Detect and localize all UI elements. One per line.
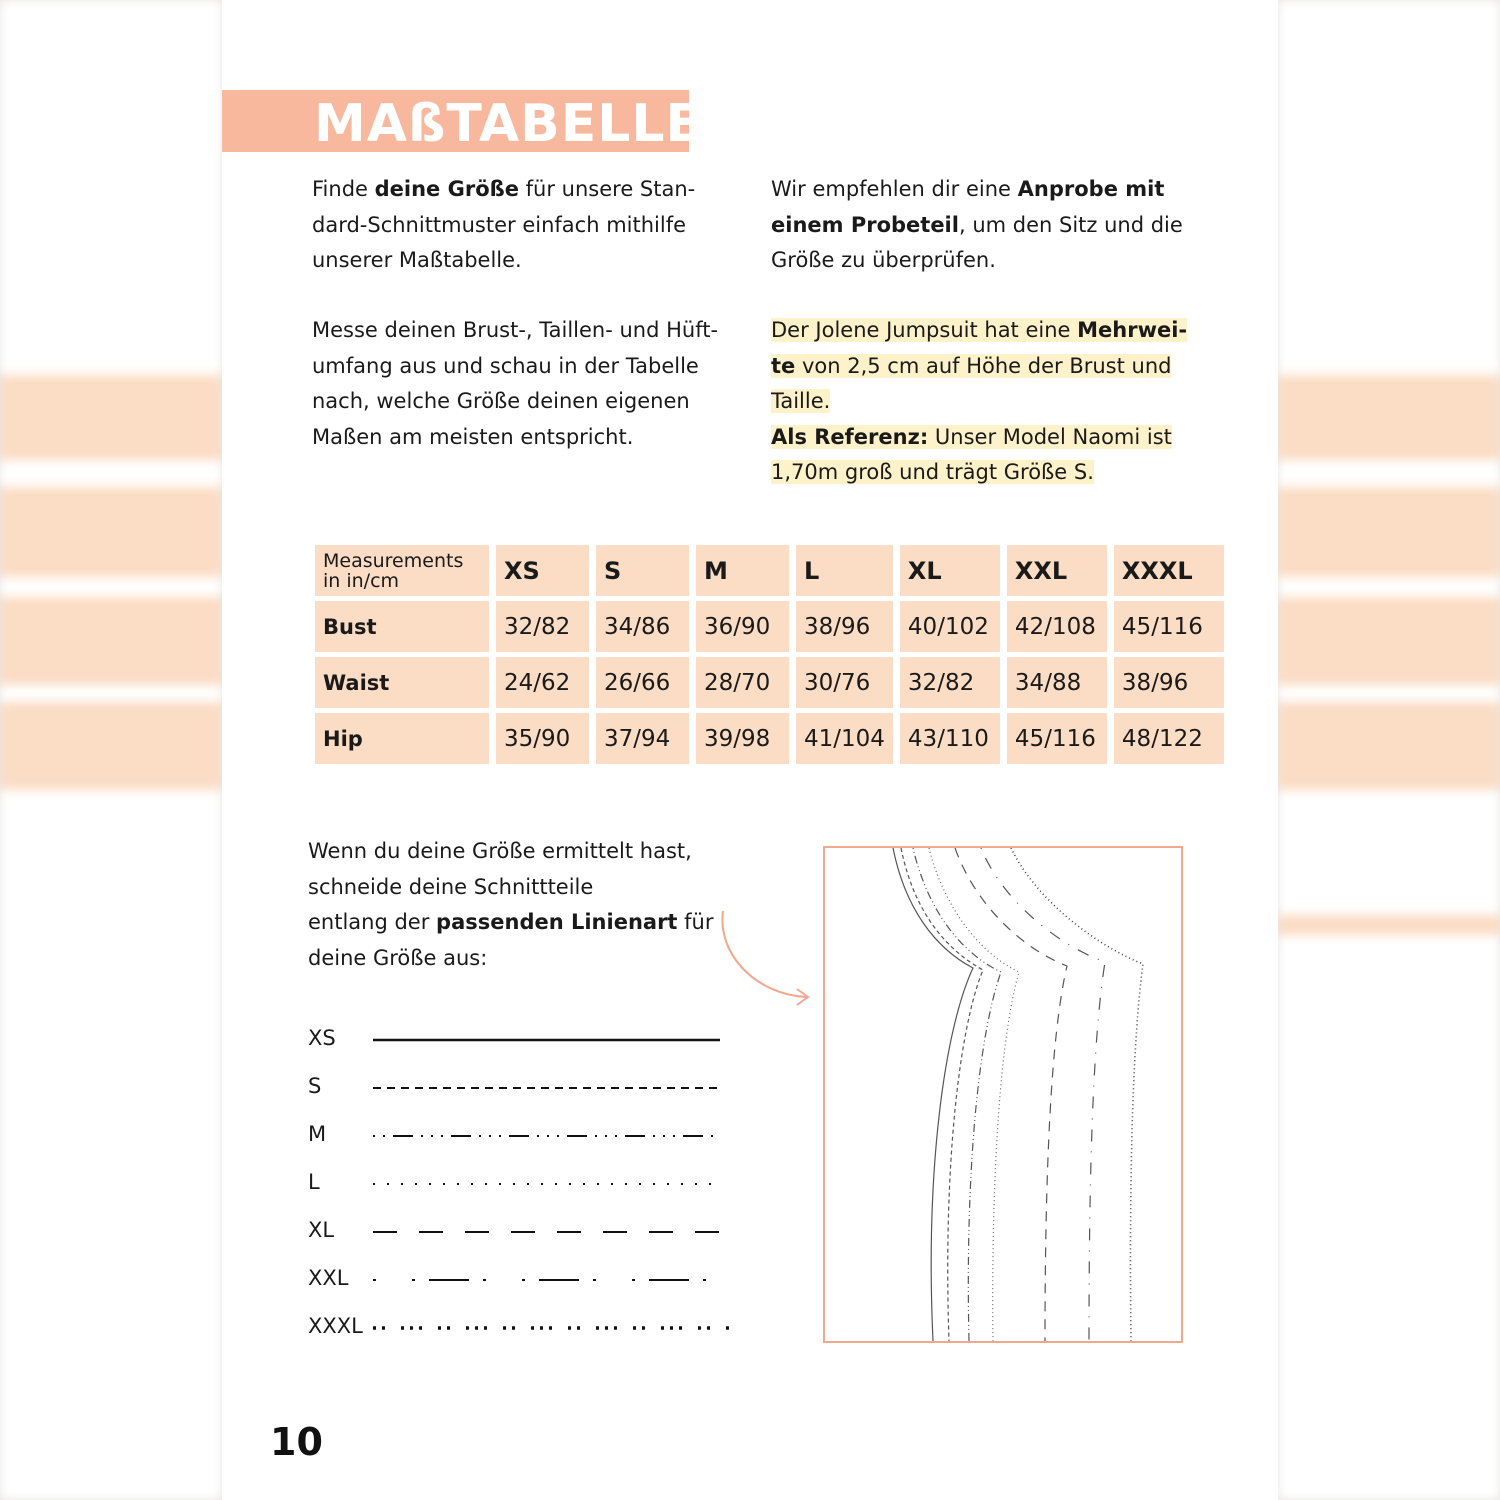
table-cell: 39/98 <box>696 713 789 764</box>
table-cell: 34/86 <box>596 601 689 652</box>
page-title: MAßTABELLE <box>314 94 703 154</box>
table-cell: 38/96 <box>1114 657 1224 708</box>
table-row <box>315 657 1224 708</box>
size-header: XL <box>900 545 1000 596</box>
row-label: Hip <box>315 713 489 764</box>
blurred-page-right <box>1278 0 1500 1500</box>
legend-label-m: M <box>308 1122 327 1146</box>
legend-label-s: S <box>308 1074 322 1098</box>
table-cell: 48/122 <box>1114 713 1224 764</box>
measurement-page <box>222 0 1278 1500</box>
table-cell: 41/104 <box>796 713 893 764</box>
pattern-nest-drawing <box>825 848 1181 1341</box>
legend-label-xxxl: XXXL <box>308 1314 363 1338</box>
pattern-line-xs <box>893 848 973 1341</box>
pattern-line-xxxl <box>1011 848 1143 1341</box>
table-row <box>315 713 1224 764</box>
table-cell: 26/66 <box>596 657 689 708</box>
pattern-line-xl <box>955 848 1067 1341</box>
arrow-icon <box>717 905 817 1015</box>
table-cell: 32/82 <box>900 657 1000 708</box>
table-cell: 45/116 <box>1007 713 1107 764</box>
intro-measure-text: Messe deinen Brust-, Taillen- und Hüft- umfang aus und schau in der Tabelle nach, welche Größe deinen eigenen Maßen am meisten entspricht. <box>312 318 719 449</box>
table-cell: 40/102 <box>900 601 1000 652</box>
row-label: Waist <box>315 657 489 708</box>
line-style-legend <box>370 1020 740 1340</box>
legend-label-xl: XL <box>308 1218 335 1242</box>
row-label: Bust <box>315 601 489 652</box>
cut-instruction-text: Wenn du deine Größe ermittelt hast, schneide deine Schnittteile entlang der passenden Linienart für deine Größe aus: <box>308 839 714 970</box>
intro-fitting-text: Wir empfehlen dir eine Anprobe mit einem Probeteil, um den Sitz und die Größe zu überprüfen. <box>771 177 1183 272</box>
intro-size-text: Finde deine Größe für unsere Stan- dard-Schnittmuster einfach mithilfe unserer Maßtabelle. <box>312 177 696 272</box>
table-cell: 42/108 <box>1007 601 1107 652</box>
table-cell: 32/82 <box>496 601 589 652</box>
page-number: 10 <box>270 1420 323 1464</box>
table-header-label: Measurements in in/cm <box>315 545 489 596</box>
size-header: XS <box>496 545 589 596</box>
table-cell: 45/116 <box>1114 601 1224 652</box>
pattern-line-m <box>913 848 1001 1341</box>
table-header-row <box>315 545 1224 596</box>
table-cell: 34/88 <box>1007 657 1107 708</box>
table-cell: 43/110 <box>900 713 1000 764</box>
pattern-line-xxl <box>981 848 1105 1341</box>
pattern-lines-illustration <box>823 846 1183 1343</box>
table-cell: 24/62 <box>496 657 589 708</box>
table-cell: 35/90 <box>496 713 589 764</box>
table-cell: 36/90 <box>696 601 789 652</box>
size-header: XXL <box>1007 545 1107 596</box>
table-cell: 37/94 <box>596 713 689 764</box>
table-cell: 28/70 <box>696 657 789 708</box>
size-header: XXXL <box>1114 545 1224 596</box>
legend-label-l: L <box>308 1170 320 1194</box>
legend-label-xs: XS <box>308 1026 336 1050</box>
size-chart-table <box>308 540 1231 769</box>
table-cell: 30/76 <box>796 657 893 708</box>
blurred-page-left <box>0 0 222 1500</box>
ease-note-text: Der Jolene Jumpsuit hat eine Mehrwei- te von 2,5 cm auf Höhe der Brust und Taille. Als Referenz: Unser Model Naomi ist 1,70m groß und trägt Größe S. <box>771 318 1188 484</box>
pattern-line-l <box>929 848 1019 1341</box>
legend-label-xxl: XXL <box>308 1266 349 1290</box>
size-header: M <box>696 545 789 596</box>
table-row <box>315 601 1224 652</box>
table-cell: 38/96 <box>796 601 893 652</box>
size-header: S <box>596 545 689 596</box>
size-header: L <box>796 545 893 596</box>
